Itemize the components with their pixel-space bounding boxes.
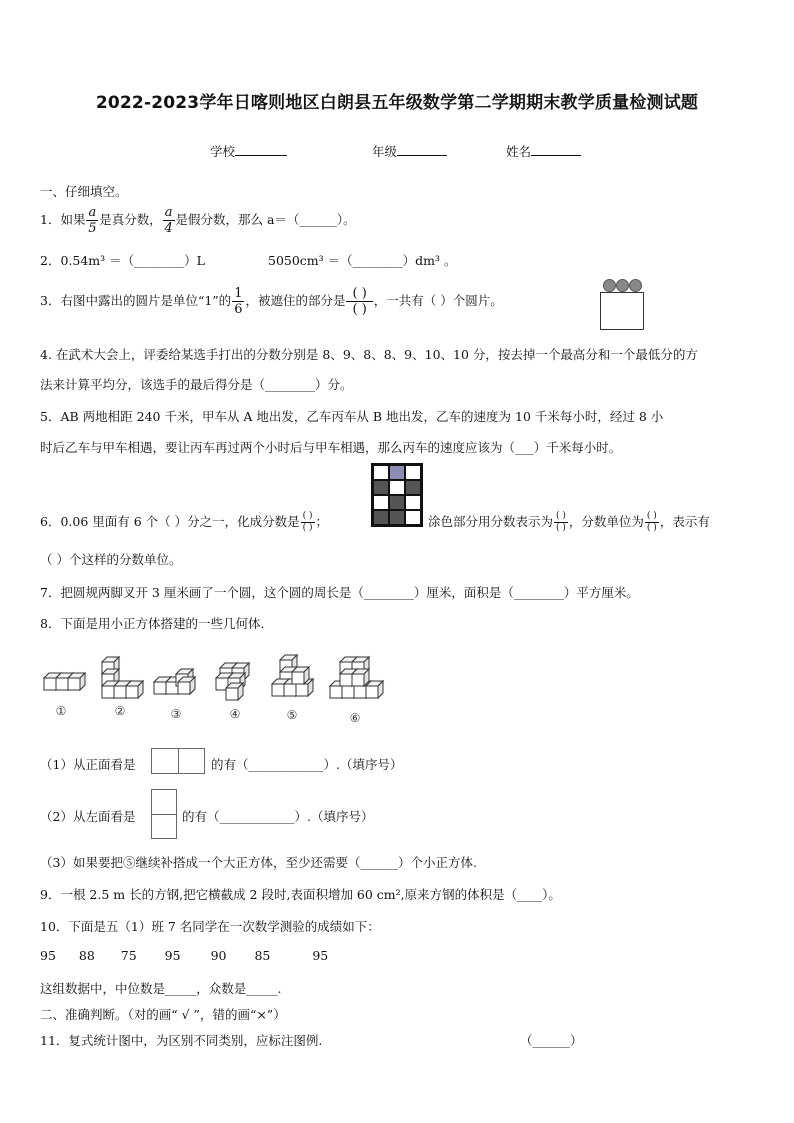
front-view-figure [151, 748, 205, 774]
circle-piece [629, 279, 642, 292]
cube-figures [40, 648, 390, 728]
fraction-a-over-4: $\frac{a}{4}$ [164, 205, 173, 236]
fraction-blank: $\frac{( )}{( )}$ [646, 511, 657, 533]
question-11: 11．复式统计图中，为区别不同类别，应标注图例. [40, 1033, 323, 1048]
solid-5 [272, 655, 313, 696]
school-field[interactable] [210, 142, 287, 160]
score-value: 85 [254, 948, 271, 963]
solid-2 [102, 657, 143, 698]
question-2b: 5050cm³ ＝（________）dm³ 。 [268, 253, 457, 268]
school-label: 学校 [210, 144, 236, 159]
fraction-blank: $\frac{( )}{( )}$ [346, 287, 372, 316]
page-title: 2022-2023学年日喀则地区白朗县五年级数学第二学期期末教学质量检测试题 [95, 93, 699, 113]
solid-1 [44, 673, 85, 690]
circle-piece [603, 279, 616, 292]
question-8-3: （3）如果要把⑤继续补搭成一个大正方体，至少还需要（______）个小正方体. [40, 855, 477, 870]
score-value: 90 [210, 948, 227, 963]
solid-label-5: ⑤ [286, 708, 298, 722]
solid-label-1: ① [55, 704, 67, 718]
circle-piece [616, 279, 629, 292]
shaded-grid-figure [371, 463, 423, 527]
question-5-line2: 时后乙车与甲车相遇，要让丙车再过两个小时后与甲车相遇，那么丙车的速度应该为（___）千米每小时。 [40, 440, 622, 455]
question-2a: 2．0.54m³ ＝（________）L [40, 253, 205, 268]
fraction-blank: $\frac{( )}{( )}$ [302, 511, 313, 533]
question-7: 7．把圆规两脚叉开 3 厘米画了一个圆，这个圆的周长是（________）厘米，面积是（________）平方厘米。 [40, 585, 639, 600]
question-10-intro: 10．下面是五（1）班 7 名同学在一次数学测验的成绩如下： [40, 919, 380, 934]
grade-field[interactable] [372, 142, 447, 160]
score-value: 75 [120, 948, 137, 963]
left-view-figure [151, 789, 177, 839]
name-label: 姓名 [506, 144, 532, 159]
grade-label: 年级 [372, 144, 398, 159]
solid-label-6: ⑥ [349, 711, 361, 725]
question-4-line2: 法来计算平均分，该选手的最后得分是（________）分。 [40, 377, 353, 392]
section-1-heading: 一、仔细填空。 [40, 184, 128, 199]
question-5-line1: 5．AB 两地相距 240 千米，甲车从 A 地出发，乙车丙车从 B 地出发，乙车的速度为 10 千米每小时，经过 8 小 [40, 409, 664, 424]
question-4-line1: 4. 在武术大会上，评委给某选手打出的分数分别是 8、9、8、8、9、10、10 分，按去掉一个最高分和一个最低分的方 [40, 347, 698, 362]
score-value: 88 [78, 948, 95, 963]
solid-label-4: ④ [229, 707, 241, 721]
solid-label-2: ② [114, 704, 126, 718]
cover-box [600, 292, 644, 330]
score-value: 95 [312, 948, 329, 963]
fraction-1-over-6: $\frac{1}{6}$ [234, 286, 243, 317]
question-8-1-a: （1）从正面看是 [40, 757, 136, 772]
score-value: 95 [164, 948, 181, 963]
question-8-intro: 8．下面是用小正方体搭建的一些几何体. [40, 616, 265, 631]
section-2-heading: 二、准确判断。（对的画“ √ ”，错的画“×”） [40, 1007, 286, 1022]
solid-3 [154, 669, 195, 694]
question-8-2-a: （2）从左面看是 [40, 809, 136, 824]
question-9: 9．一根 2.5 m 长的方钢,把它横截成 2 段时,表面积增加 60 cm²,原来方钢的体积是（____）。 [40, 887, 561, 902]
solid-4 [216, 663, 249, 700]
answer-blank[interactable]: （______） [520, 1033, 583, 1048]
question-3: 3．右图中露出的圆片是单位“1”的 $\frac{1}{6}$ ，被遮住的部分是 $\frac{( )}{( )}$ ，一共有（ ）个圆片。 [40, 286, 503, 317]
question-8-2-b: 的有（____________）.（填序号） [182, 809, 374, 824]
question-6: 6．0.06 里面有 6 个（ ）分之一，化成分数是 $\frac{( )}{( )}$ ； [40, 511, 329, 533]
solid-6 [330, 657, 383, 698]
question-10-tail: 这组数据中，中位数是_____，众数是_____. [40, 981, 282, 996]
fraction-a-over-5: $\frac{a}{5}$ [88, 205, 97, 236]
solid-label-3: ③ [170, 707, 182, 721]
question-1: 1．如果 $\frac{a}{5}$ 是真分数， $\frac{a}{4}$ 是假分数，那么 a＝（______）。 [40, 205, 356, 236]
name-field[interactable] [506, 142, 581, 160]
question-6-part2: 涂色部分用分数表示为 $\frac{( )}{( )}$ ，分数单位为 $\frac{( )}{( )}$ ，表示有 [428, 511, 710, 533]
question-6-line2: （ ）个这样的分数单位。 [40, 552, 182, 567]
question-8-1-b: 的有（____________）.（填序号） [211, 757, 403, 772]
score-list [40, 948, 328, 963]
score-value: 95 [40, 948, 56, 963]
fraction-blank: $\frac{( )}{( )}$ [556, 511, 566, 533]
